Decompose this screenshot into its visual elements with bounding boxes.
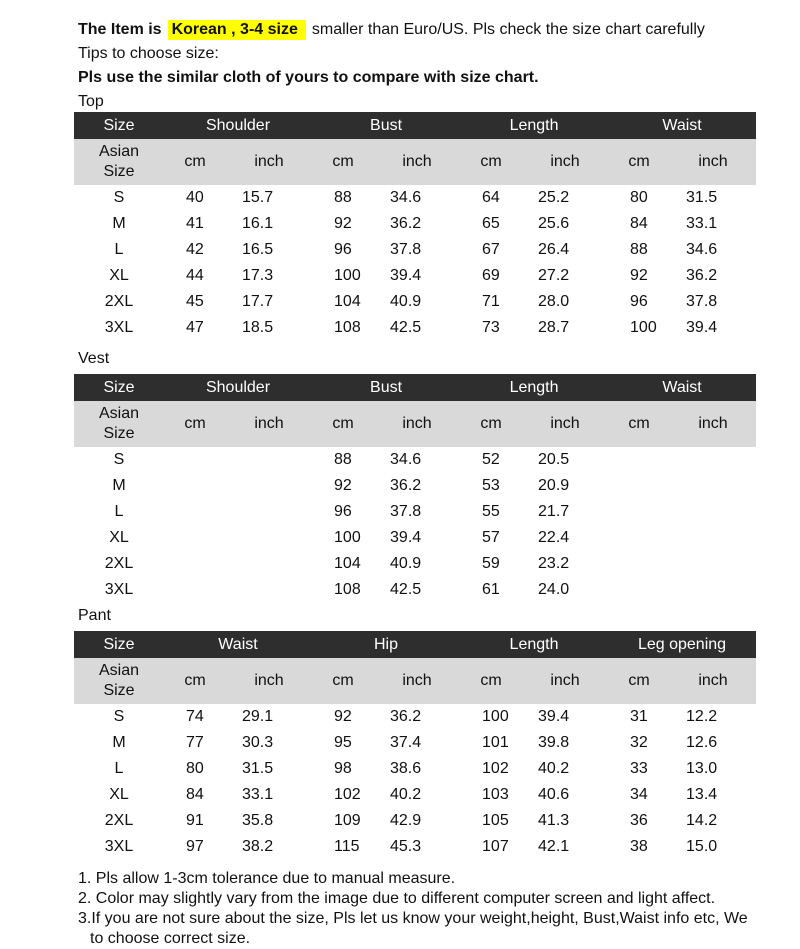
cell-value bbox=[608, 447, 670, 473]
note-3: 3.If you are not sure about the size, Pls let us know your weight,height, Bust,Waist info etc, We bbox=[78, 910, 748, 927]
cell-value: 13.4 bbox=[686, 786, 718, 803]
cell-value: 38 bbox=[630, 838, 648, 855]
table-subheader-row bbox=[74, 139, 756, 185]
cell-value: 17.3 bbox=[242, 267, 274, 284]
header-measure-4: Leg opening bbox=[608, 631, 756, 658]
section-label-pant: Pant bbox=[78, 607, 111, 624]
subheader-asian-size: Asian Size bbox=[74, 658, 164, 704]
cell-value: 27.2 bbox=[538, 267, 570, 284]
subheader-cm: cm bbox=[312, 658, 374, 704]
table-body bbox=[74, 704, 756, 860]
cell-value: 40.2 bbox=[390, 786, 422, 803]
cell-value: 30.3 bbox=[242, 734, 274, 751]
cell-value: 39.4 bbox=[390, 529, 422, 546]
notes bbox=[78, 869, 748, 949]
table-row bbox=[74, 834, 756, 860]
subheader-inch: inch bbox=[374, 658, 460, 704]
cell-value: 33.1 bbox=[686, 215, 718, 232]
subheader-inch: inch bbox=[374, 139, 460, 185]
cell-value: 52 bbox=[482, 451, 500, 468]
cell-value: 69 bbox=[482, 267, 500, 284]
cell-value: 31.5 bbox=[242, 760, 274, 777]
cell-value: 31 bbox=[630, 708, 648, 725]
table-header-row bbox=[74, 374, 756, 401]
header-measure-1: Shoulder bbox=[164, 374, 312, 401]
cell-value: 42.1 bbox=[538, 838, 570, 855]
cell-value: 100 bbox=[630, 319, 657, 336]
cell-size: M bbox=[112, 734, 126, 751]
cell-value: 59 bbox=[482, 555, 500, 572]
cell-value: 104 bbox=[334, 555, 361, 572]
cell-size: 2XL bbox=[104, 555, 134, 572]
cell-value bbox=[226, 525, 312, 551]
table-row bbox=[74, 473, 756, 499]
cell-size: 2XL bbox=[104, 812, 134, 829]
cell-value: 33.1 bbox=[242, 786, 274, 803]
cell-value: 38.6 bbox=[390, 760, 422, 777]
notice-suffix: smaller than Euro/US. Pls check the size chart carefully bbox=[311, 21, 705, 38]
cell-value: 36 bbox=[630, 812, 648, 829]
cell-value: 20.5 bbox=[538, 451, 570, 468]
cell-value: 100 bbox=[334, 267, 361, 284]
cell-value: 102 bbox=[334, 786, 361, 803]
cell-value: 80 bbox=[186, 760, 204, 777]
table-row bbox=[74, 782, 756, 808]
subheader-cm: cm bbox=[608, 658, 670, 704]
header-measure-3: Length bbox=[460, 112, 608, 139]
notice-highlight: Korean , 3-4 size bbox=[168, 20, 306, 40]
table-row bbox=[74, 730, 756, 756]
cell-value bbox=[164, 447, 226, 473]
cell-value: 13.0 bbox=[686, 760, 718, 777]
compare-line: Pls use the similar cloth of yours to compare with size chart. bbox=[78, 69, 539, 86]
cell-value: 104 bbox=[334, 293, 361, 310]
table-header-row bbox=[74, 631, 756, 658]
cell-value: 92 bbox=[630, 267, 648, 284]
size-notice bbox=[78, 20, 705, 40]
cell-value bbox=[164, 473, 226, 499]
cell-value: 91 bbox=[186, 812, 204, 829]
cell-value: 40 bbox=[186, 189, 204, 206]
cell-value: 36.2 bbox=[390, 215, 422, 232]
cell-value: 65 bbox=[482, 215, 500, 232]
cell-value bbox=[608, 499, 670, 525]
cell-value: 20.9 bbox=[538, 477, 570, 494]
note-2: 2. Color may slightly vary from the image due to different computer screen and light affect. bbox=[78, 890, 716, 907]
subheader-cm: cm bbox=[164, 139, 226, 185]
cell-value: 37.8 bbox=[390, 503, 422, 520]
table-row bbox=[74, 237, 756, 263]
table-row bbox=[74, 263, 756, 289]
table-row bbox=[74, 289, 756, 315]
cell-value: 100 bbox=[334, 529, 361, 546]
cell-value bbox=[164, 525, 226, 551]
cell-value: 17.7 bbox=[242, 293, 274, 310]
subheader-inch: inch bbox=[670, 139, 756, 185]
subheader-inch: inch bbox=[226, 401, 312, 447]
subheader-cm: cm bbox=[312, 139, 374, 185]
cell-value: 25.2 bbox=[538, 189, 570, 206]
cell-value: 64 bbox=[482, 189, 500, 206]
cell-value: 84 bbox=[186, 786, 204, 803]
table-row bbox=[74, 577, 756, 603]
cell-value: 101 bbox=[482, 734, 509, 751]
cell-value: 37.4 bbox=[390, 734, 422, 751]
cell-value bbox=[670, 551, 756, 577]
cell-value: 40.2 bbox=[538, 760, 570, 777]
cell-value: 73 bbox=[482, 319, 500, 336]
header-size: Size bbox=[74, 112, 164, 139]
cell-value: 96 bbox=[334, 503, 352, 520]
size-table-vest bbox=[74, 374, 756, 603]
cell-value bbox=[670, 473, 756, 499]
cell-value: 38.2 bbox=[242, 838, 274, 855]
cell-value: 67 bbox=[482, 241, 500, 258]
cell-value: 16.1 bbox=[242, 215, 274, 232]
cell-value: 109 bbox=[334, 812, 361, 829]
cell-value: 53 bbox=[482, 477, 500, 494]
cell-size: S bbox=[113, 708, 125, 725]
header-measure-1: Waist bbox=[164, 631, 312, 658]
subheader-cm: cm bbox=[460, 658, 522, 704]
cell-value: 32 bbox=[630, 734, 648, 751]
cell-value: 42.5 bbox=[390, 581, 422, 598]
cell-value: 97 bbox=[186, 838, 204, 855]
cell-value: 102 bbox=[482, 760, 509, 777]
header-measure-2: Bust bbox=[312, 112, 460, 139]
cell-value: 77 bbox=[186, 734, 204, 751]
header-measure-4: Waist bbox=[608, 374, 756, 401]
cell-value: 39.4 bbox=[538, 708, 570, 725]
cell-value bbox=[670, 499, 756, 525]
cell-value: 34.6 bbox=[686, 241, 718, 258]
cell-value bbox=[164, 499, 226, 525]
table-row bbox=[74, 808, 756, 834]
subheader-inch: inch bbox=[522, 658, 608, 704]
table-row bbox=[74, 211, 756, 237]
cell-value: 33 bbox=[630, 760, 648, 777]
table-header-row bbox=[74, 112, 756, 139]
cell-value: 34.6 bbox=[390, 189, 422, 206]
cell-value bbox=[608, 551, 670, 577]
cell-value: 92 bbox=[334, 215, 352, 232]
cell-value: 39.4 bbox=[686, 319, 718, 336]
cell-value: 57 bbox=[482, 529, 500, 546]
cell-value: 107 bbox=[482, 838, 509, 855]
cell-value: 39.8 bbox=[538, 734, 570, 751]
subheader-inch: inch bbox=[670, 401, 756, 447]
cell-value: 12.2 bbox=[686, 708, 718, 725]
header-measure-4: Waist bbox=[608, 112, 756, 139]
section-label-vest: Vest bbox=[78, 350, 110, 367]
note-3-continued: to choose correct size. bbox=[90, 930, 251, 947]
cell-value: 22.4 bbox=[538, 529, 570, 546]
cell-size: 3XL bbox=[104, 838, 134, 855]
section-label-top: Top bbox=[78, 93, 104, 110]
table-subheader-row bbox=[74, 658, 756, 704]
cell-value: 15.0 bbox=[686, 838, 718, 855]
cell-value: 40.9 bbox=[390, 555, 422, 572]
cell-value: 35.8 bbox=[242, 812, 274, 829]
cell-value: 47 bbox=[186, 319, 204, 336]
table-row bbox=[74, 704, 756, 730]
subheader-inch: inch bbox=[226, 658, 312, 704]
cell-value: 84 bbox=[630, 215, 648, 232]
cell-size: M bbox=[112, 215, 126, 232]
cell-size: XL bbox=[109, 529, 129, 546]
cell-value: 55 bbox=[482, 503, 500, 520]
header-measure-2: Bust bbox=[312, 374, 460, 401]
cell-value: 92 bbox=[334, 708, 352, 725]
cell-value: 31.5 bbox=[686, 189, 718, 206]
cell-value: 74 bbox=[186, 708, 204, 725]
cell-value bbox=[226, 577, 312, 603]
subheader-asian-size: Asian Size bbox=[74, 139, 164, 185]
cell-value: 28.0 bbox=[538, 293, 570, 310]
cell-value: 88 bbox=[630, 241, 648, 258]
subheader-inch: inch bbox=[522, 401, 608, 447]
header-measure-1: Shoulder bbox=[164, 112, 312, 139]
cell-value: 34 bbox=[630, 786, 648, 803]
cell-value bbox=[670, 447, 756, 473]
cell-value: 88 bbox=[334, 451, 352, 468]
cell-value: 96 bbox=[630, 293, 648, 310]
cell-value: 71 bbox=[482, 293, 500, 310]
cell-value: 92 bbox=[334, 477, 352, 494]
cell-value: 23.2 bbox=[538, 555, 570, 572]
cell-value bbox=[226, 447, 312, 473]
cell-value: 88 bbox=[334, 189, 352, 206]
cell-value: 25.6 bbox=[538, 215, 570, 232]
cell-value: 34.6 bbox=[390, 451, 422, 468]
subheader-inch: inch bbox=[226, 139, 312, 185]
cell-value bbox=[608, 525, 670, 551]
cell-value: 42 bbox=[186, 241, 204, 258]
note-1: 1. Pls allow 1-3cm tolerance due to manual measure. bbox=[78, 870, 456, 887]
header-measure-3: Length bbox=[460, 631, 608, 658]
table-row bbox=[74, 185, 756, 211]
cell-value: 14.2 bbox=[686, 812, 718, 829]
cell-value: 41 bbox=[186, 215, 204, 232]
header-size: Size bbox=[74, 374, 164, 401]
cell-value bbox=[226, 473, 312, 499]
cell-size: L bbox=[114, 503, 124, 520]
cell-value: 80 bbox=[630, 189, 648, 206]
header-measure-2: Hip bbox=[312, 631, 460, 658]
subheader-cm: cm bbox=[460, 139, 522, 185]
size-table-pant bbox=[74, 631, 756, 860]
cell-value bbox=[670, 525, 756, 551]
size-table-top bbox=[74, 112, 756, 341]
cell-value: 100 bbox=[482, 708, 509, 725]
table-row bbox=[74, 551, 756, 577]
cell-value: 37.8 bbox=[390, 241, 422, 258]
cell-value: 36.2 bbox=[390, 477, 422, 494]
cell-value: 96 bbox=[334, 241, 352, 258]
cell-value: 61 bbox=[482, 581, 500, 598]
cell-value: 21.7 bbox=[538, 503, 570, 520]
cell-value: 36.2 bbox=[686, 267, 718, 284]
table-subheader-row bbox=[74, 401, 756, 447]
subheader-asian-size: Asian Size bbox=[74, 401, 164, 447]
subheader-cm: cm bbox=[608, 139, 670, 185]
cell-value bbox=[226, 499, 312, 525]
cell-value: 37.8 bbox=[686, 293, 718, 310]
cell-size: M bbox=[112, 477, 126, 494]
cell-size: L bbox=[114, 241, 124, 258]
subheader-inch: inch bbox=[670, 658, 756, 704]
cell-value: 40.6 bbox=[538, 786, 570, 803]
table-body bbox=[74, 447, 756, 603]
subheader-cm: cm bbox=[164, 658, 226, 704]
cell-value: 108 bbox=[334, 319, 361, 336]
cell-value: 42.9 bbox=[390, 812, 422, 829]
cell-size: L bbox=[114, 760, 124, 777]
cell-value: 12.6 bbox=[686, 734, 718, 751]
cell-size: S bbox=[113, 451, 125, 468]
cell-size: 3XL bbox=[104, 319, 134, 336]
table-row bbox=[74, 447, 756, 473]
subheader-inch: inch bbox=[374, 401, 460, 447]
cell-value bbox=[164, 577, 226, 603]
subheader-inch: inch bbox=[522, 139, 608, 185]
cell-value bbox=[670, 577, 756, 603]
cell-value: 26.4 bbox=[538, 241, 570, 258]
cell-value: 103 bbox=[482, 786, 509, 803]
cell-size: S bbox=[113, 189, 125, 206]
cell-size: XL bbox=[109, 786, 129, 803]
table-row bbox=[74, 499, 756, 525]
subheader-cm: cm bbox=[312, 401, 374, 447]
cell-value: 29.1 bbox=[242, 708, 274, 725]
cell-value: 24.0 bbox=[538, 581, 570, 598]
tips-line: Tips to choose size: bbox=[78, 45, 219, 62]
cell-value bbox=[608, 473, 670, 499]
subheader-cm: cm bbox=[460, 401, 522, 447]
table-row bbox=[74, 525, 756, 551]
cell-value bbox=[226, 551, 312, 577]
table-row bbox=[74, 315, 756, 341]
cell-value: 18.5 bbox=[242, 319, 274, 336]
cell-value: 28.7 bbox=[538, 319, 570, 336]
cell-value: 15.7 bbox=[242, 189, 274, 206]
table-row bbox=[74, 756, 756, 782]
notice-prefix: The Item is bbox=[78, 21, 162, 38]
subheader-cm: cm bbox=[608, 401, 670, 447]
cell-value: 45 bbox=[186, 293, 204, 310]
table-body bbox=[74, 185, 756, 341]
cell-size: XL bbox=[109, 267, 129, 284]
subheader-cm: cm bbox=[164, 401, 226, 447]
cell-size: 3XL bbox=[104, 581, 134, 598]
cell-value: 45.3 bbox=[390, 838, 422, 855]
cell-value: 44 bbox=[186, 267, 204, 284]
cell-value: 108 bbox=[334, 581, 361, 598]
cell-size: 2XL bbox=[104, 293, 134, 310]
cell-value: 105 bbox=[482, 812, 509, 829]
cell-value: 39.4 bbox=[390, 267, 422, 284]
header-size: Size bbox=[74, 631, 164, 658]
cell-value bbox=[164, 551, 226, 577]
cell-value: 36.2 bbox=[390, 708, 422, 725]
cell-value bbox=[608, 577, 670, 603]
cell-value: 98 bbox=[334, 760, 352, 777]
cell-value: 95 bbox=[334, 734, 352, 751]
cell-value: 16.5 bbox=[242, 241, 274, 258]
cell-value: 115 bbox=[334, 838, 360, 855]
cell-value: 41.3 bbox=[538, 812, 570, 829]
cell-value: 42.5 bbox=[390, 319, 422, 336]
cell-value: 40.9 bbox=[390, 293, 422, 310]
header-measure-3: Length bbox=[460, 374, 608, 401]
